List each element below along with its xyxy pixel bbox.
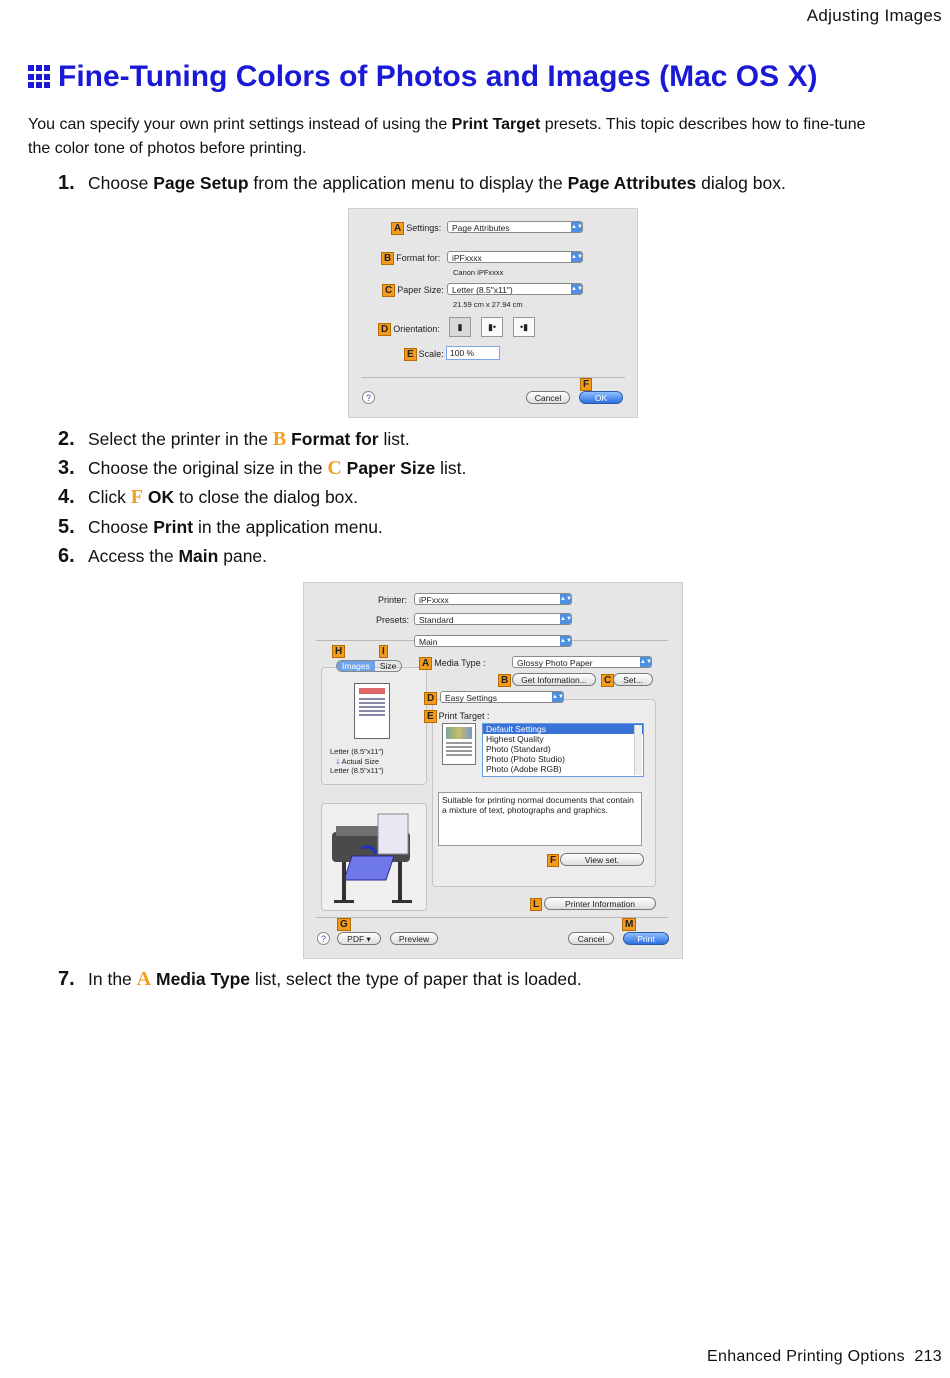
printer-label: Printer:	[378, 595, 408, 605]
step-bold: Page Setup	[153, 173, 249, 193]
print-button[interactable]: Print	[623, 932, 669, 945]
preview-tabs	[336, 660, 402, 672]
list-scrollbar[interactable]	[634, 725, 642, 775]
popup-arrow-icon: ▲▼	[552, 694, 564, 700]
step-text: Choose	[88, 173, 149, 193]
cancel-button[interactable]: Cancel	[526, 391, 570, 404]
callout-h: H	[332, 645, 347, 658]
callout-letter: B	[272, 428, 287, 450]
step-text: pane.	[223, 546, 268, 566]
step-number: 5.	[58, 516, 75, 538]
mode-popup[interactable]: Easy Settings ▲▼	[440, 691, 564, 703]
step-5	[58, 516, 383, 539]
paper-size-popup[interactable]: Letter (8.5"x11") ▲▼	[447, 283, 583, 295]
step-4	[58, 486, 358, 509]
callout-letter: F	[130, 486, 144, 508]
help-icon[interactable]: ?	[317, 932, 330, 945]
running-header: Adjusting Images	[806, 6, 942, 25]
callout-a: A	[419, 657, 432, 670]
intro-text-2: presets. This topic describes how to fine-tune the color tone of photos before printing.	[28, 116, 866, 157]
step-text: in the application menu.	[197, 517, 383, 537]
grid-bullet-icon	[28, 65, 52, 89]
popup-arrow-icon: ▲▼	[560, 638, 572, 644]
divider	[316, 917, 668, 918]
callout-b: B	[498, 674, 513, 687]
step-number: 6.	[58, 545, 75, 567]
view-set-button[interactable]: View set.	[560, 853, 644, 866]
scale-field[interactable]: 100 %	[446, 346, 500, 360]
callout-a: A	[391, 222, 404, 235]
step-text: list, select the type of paper that is loaded.	[254, 969, 582, 989]
step-3	[58, 457, 466, 480]
set-button[interactable]: Set...	[613, 673, 653, 686]
step-number: 7.	[58, 968, 75, 990]
scale-label: E Scale:	[404, 348, 444, 361]
format-for-popup[interactable]: iPFxxxx ▲▼	[447, 251, 583, 263]
print-target-list[interactable]	[482, 723, 644, 777]
preview-output-size: Letter (8.5"x11")	[330, 766, 384, 775]
intro-bold: Print Target	[451, 116, 541, 133]
presets-popup[interactable]: Standard ▲▼	[414, 613, 572, 625]
landscape-orientation-icon[interactable]: ▮•	[481, 317, 503, 337]
portrait-orientation-icon[interactable]: ▮	[449, 317, 471, 337]
step-text: list.	[440, 458, 467, 478]
step-number: 1.	[58, 172, 75, 194]
step-bold: OK	[147, 487, 175, 507]
step-2	[58, 428, 410, 451]
settings-label: A Settings:	[391, 222, 441, 235]
media-type-popup[interactable]: Glossy Photo Paper ▲▼	[512, 656, 652, 668]
list-item[interactable]: Photo (Standard)	[486, 744, 551, 754]
callout-g: G	[337, 918, 353, 931]
step-bold: Main	[178, 546, 219, 566]
page-number: 213	[914, 1348, 942, 1365]
get-information-button[interactable]: Get Information...	[512, 673, 596, 686]
popup-arrow-icon: ▲▼	[560, 616, 572, 622]
step-text: Choose the original size in the	[88, 458, 323, 478]
list-item[interactable]: Photo (Adobe RGB)	[486, 764, 562, 774]
popup-arrow-icon: ▲▼	[571, 224, 583, 230]
tab-images[interactable]: Images	[337, 661, 375, 671]
callout-l: L	[530, 898, 544, 911]
target-description: Suitable for printing normal documents that contain a mixture of text, photographs and graphics.	[438, 792, 642, 846]
target-preview-thumbnail	[442, 723, 476, 765]
arrow-down-icon: 🡓	[336, 757, 340, 766]
popup-arrow-icon: ▲▼	[560, 596, 572, 602]
footer-section: Enhanced Printing Options	[707, 1348, 905, 1365]
print-target-label: E Print Target :	[424, 710, 490, 723]
printer-information-button[interactable]: Printer Information	[544, 897, 656, 910]
callout-m: M	[622, 918, 638, 931]
callout-letter: C	[327, 457, 342, 479]
page-preview-thumbnail	[354, 683, 390, 739]
reverse-landscape-orientation-icon[interactable]: •▮	[513, 317, 535, 337]
callout-f: F	[547, 854, 561, 867]
intro-paragraph	[28, 113, 878, 161]
preview-paper-size: Letter (8.5"x11")	[330, 747, 384, 756]
popup-arrow-icon: ▲▼	[571, 254, 583, 260]
media-type-label: A Media Type :	[419, 657, 486, 670]
list-item[interactable]: Highest Quality	[486, 734, 544, 744]
step-text: Select the printer in the	[88, 429, 268, 449]
paper-size-subtext: 21.59 cm x 27.94 cm	[453, 300, 523, 309]
popup-arrow-icon: ▲▼	[640, 659, 652, 665]
print-dialog-screenshot	[303, 582, 683, 959]
step-text: dialog box.	[701, 173, 786, 193]
page-setup-dialog-screenshot	[348, 208, 638, 418]
page-title-text: Fine-Tuning Colors of Photos and Images (Mac OS X)	[58, 60, 818, 93]
step-bold: Page Attributes	[567, 173, 697, 193]
callout-i: I	[379, 645, 390, 658]
pdf-button[interactable]: PDF ▾	[337, 932, 381, 945]
printer-icon	[322, 804, 426, 910]
running-footer	[707, 1348, 942, 1366]
step-number: 2.	[58, 428, 75, 450]
callout-e: E	[424, 710, 437, 723]
help-icon[interactable]: ?	[362, 391, 375, 404]
step-text: to close the dialog box.	[179, 487, 359, 507]
preview-button[interactable]: Preview	[390, 932, 438, 945]
paper-size-label: C Paper Size:	[382, 284, 444, 297]
step-1	[58, 172, 786, 195]
callout-d: D	[378, 323, 391, 336]
step-text: In the	[88, 969, 132, 989]
format-for-label: B Format for:	[381, 252, 440, 265]
list-item[interactable]: Default Settings	[483, 724, 643, 734]
step-text: Click	[88, 487, 126, 507]
step-text: Choose	[88, 517, 149, 537]
callout-f: F	[580, 378, 594, 391]
callout-c: C	[601, 674, 616, 687]
step-bold: Paper Size	[346, 458, 436, 478]
callout-d: D	[424, 692, 439, 705]
callout-c: C	[382, 284, 395, 297]
step-text: from the application menu to display the	[253, 173, 563, 193]
popup-arrow-icon: ▲▼	[571, 286, 583, 292]
callout-b: B	[381, 252, 394, 265]
ok-button[interactable]: OK	[579, 391, 623, 404]
callout-letter: A	[136, 968, 152, 990]
step-number: 4.	[58, 486, 75, 508]
step-7	[58, 968, 582, 991]
step-bold: Print	[153, 517, 194, 537]
preview-scale-note: 🡓 Actual Size	[336, 757, 380, 766]
printer-illustration	[321, 803, 427, 911]
callout-e: E	[404, 348, 417, 361]
settings-popup[interactable]: Page Attributes ▲▼	[447, 221, 583, 233]
cancel-button[interactable]: Cancel	[568, 932, 614, 945]
tab-size[interactable]: Size	[379, 661, 397, 671]
step-number: 3.	[58, 457, 75, 479]
step-6	[58, 545, 267, 568]
pane-popup[interactable]: Main ▲▼	[414, 635, 572, 647]
step-bold: Format for	[291, 429, 379, 449]
page-title	[28, 60, 817, 94]
step-text: list.	[383, 429, 410, 449]
presets-label: Presets:	[376, 615, 410, 625]
printer-popup[interactable]: iPFxxxx ▲▼	[414, 593, 572, 605]
orientation-label: D Orientation:	[378, 323, 440, 336]
list-item[interactable]: Photo (Photo Studio)	[486, 754, 565, 764]
intro-text-1: You can specify your own print settings instead of using the	[28, 116, 452, 133]
step-text: Access the	[88, 546, 174, 566]
step-bold: Media Type	[156, 969, 251, 989]
format-for-subtext: Canon iPFxxxx	[453, 268, 504, 277]
